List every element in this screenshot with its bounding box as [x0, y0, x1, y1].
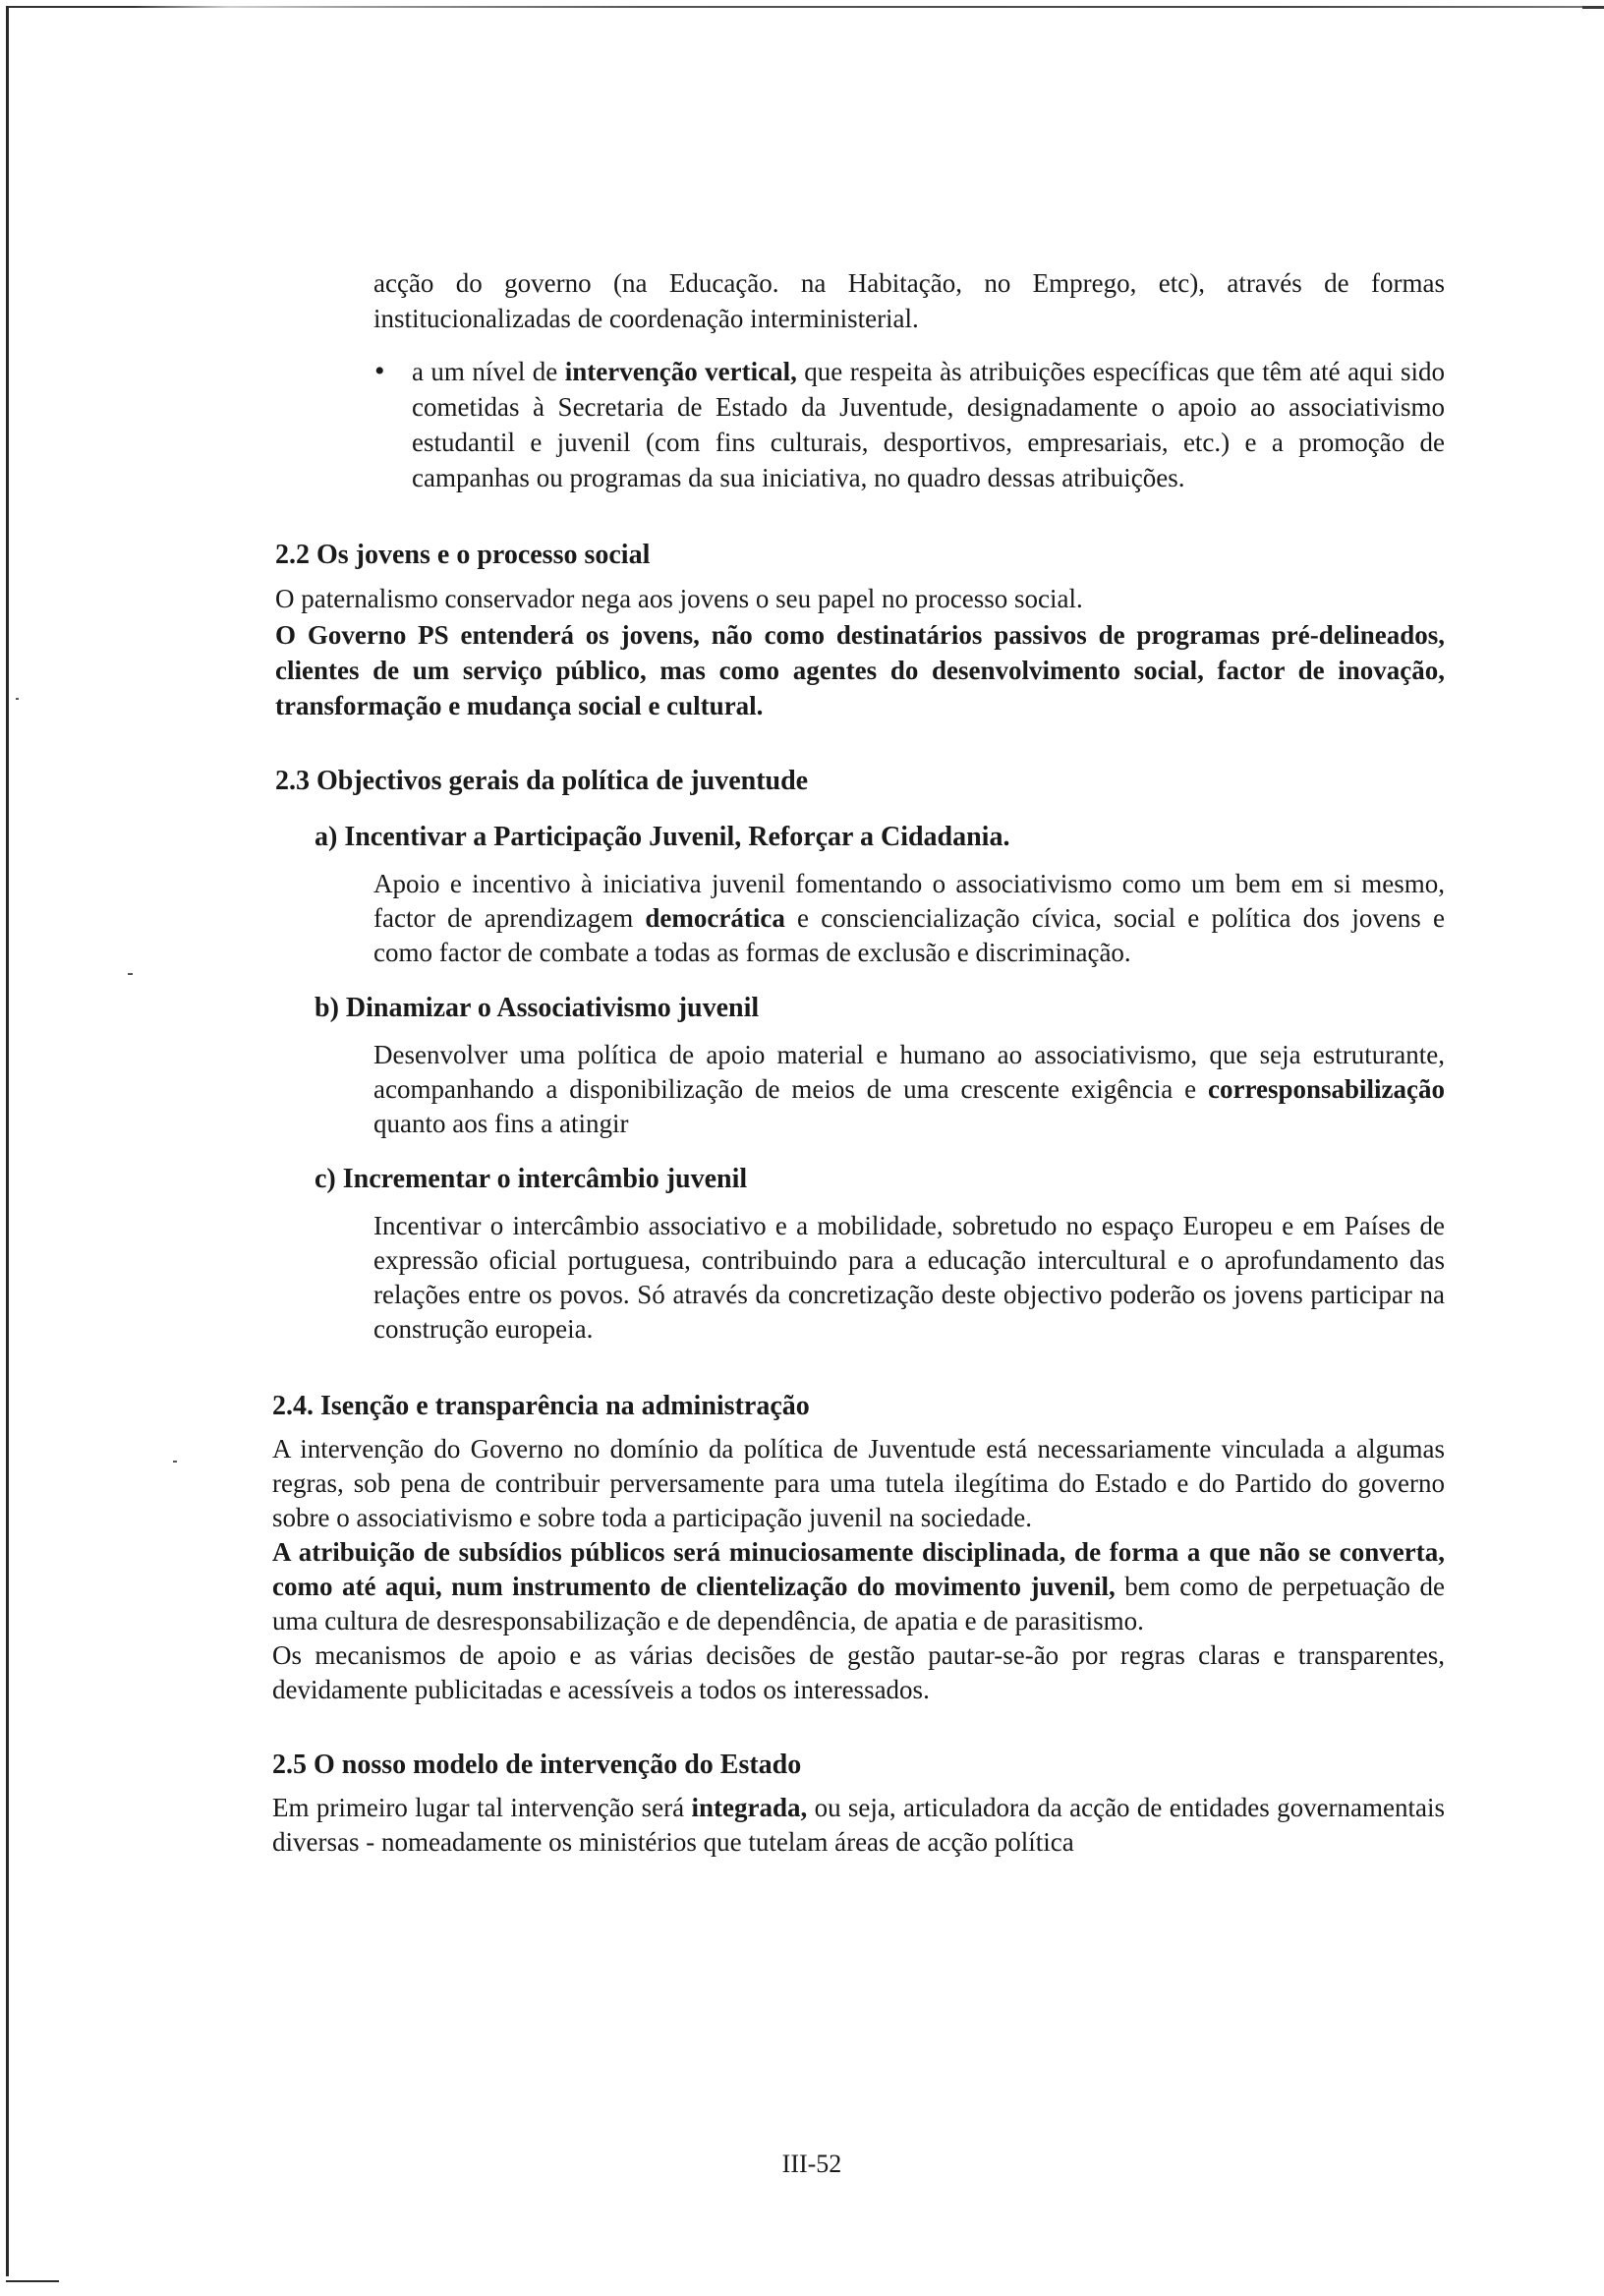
objective-c-heading: c) Incrementar o intercâmbio juvenil [315, 1164, 748, 1194]
objective-b-heading: b) Dinamizar o Associativismo juvenil [315, 993, 760, 1023]
scan-speck [128, 973, 133, 975]
objective-a-text: Apoio e incentivo à iniciativa juvenil fomentando o associativismo como um bem em si mesmo, factor de aprendizagem democrática e consciencialização cívica, social e política dos jovens e como factor de combate a todas as formas de exclusão e discriminação. [373, 869, 1445, 967]
section-2-5-paragraph: Em primeiro lugar tal intervenção será integrada, ou seja, articuladora da acção de entidades governamentais diversas - nomeadamente os ministérios que tutelam áreas de acção política [272, 1793, 1446, 1857]
section-2-4-heading: 2.4. Isenção e transparência na administração [272, 1391, 810, 1421]
scan-border-top [6, 6, 1598, 8]
bullet-text: a um nível de intervenção vertical, que respeita às atribuições específicas que têm até aqui sido cometidas à Secretaria de Estado da Juventude, designadamente o apoio ao associativismo estudantil e juvenil (com fins culturais, desportivos, empresariais, etc.) e a promoção de campanhas ou programas da sua iniciativa, no quadro dessas atribuições. [412, 357, 1446, 492]
scan-border-bottom [6, 2280, 59, 2282]
section-2-4-paragraph-2: A atribuição de subsídios públicos será minuciosamente disciplinada, de forma a que não se converta, como até aqui, num instrumento de clientelização do movimento juvenil, bem como de perpetuação de uma cultura de desresponsabilização e de dependência, de apatia e de parasitismo. [272, 1537, 1445, 1636]
section-2-3-heading: 2.3 Objectivos gerais da política de juventude [275, 766, 809, 796]
bullet-icon: • [374, 355, 385, 387]
scan-speck [173, 1461, 177, 1463]
bullet-item [374, 354, 1446, 495]
section-2-5-heading: 2.5 O nosso modelo de intervenção do Estado [272, 1750, 802, 1780]
scan-mark-top-right [1582, 6, 1604, 9]
objective-c-text: Incentivar o intercâmbio associativo e a mobilidade, sobretudo no espaço Europeu e em Países de expressão oficial portuguesa, contribuindo para a educação intercultural e o aprofundamento das relações entre os povos. Só através da concretização deste objectivo poderão os jovens participar na construção europeia. [373, 1211, 1445, 1344]
section-2-2-bold-paragraph: O Governo PS entenderá os jovens, não como destinatários passivos de programas pré-delineados, clientes de um serviço público, mas como agentes do desenvolvimento social, factor de inovação, transformação e mudança social e cultural. [275, 620, 1445, 720]
objective-b-text: Desenvolver uma política de apoio material e humano ao associativismo, que seja estruturante, acompanhando a disponibilização de meios de uma crescente exigência e corresponsabilização quanto aos fins a atingir [373, 1040, 1445, 1138]
section-2-4-paragraph-1: A intervenção do Governo no domínio da política de Juventude está necessariamente vinculada a algumas regras, sob pena de contribuir perversamente para uma tutela ilegítima do Estado e do Partido do governo sobre o associativismo e sobre toda a participação juvenil na sociedade. [272, 1434, 1445, 1532]
continued-paragraph: acção do governo (na Educação. na Habitação, no Emprego, etc), através de formas institucionalizadas de coordenação interministerial. [373, 268, 1445, 333]
page-body [272, 265, 1446, 1860]
objective-a-heading: a) Incentivar a Participação Juvenil, Reforçar a Cidadania. [315, 822, 1010, 852]
section-2-4-paragraph-3: Os mecanismos de apoio e as várias decisões de gestão pautar-se-ão por regras claras e transparentes, devidamente publicitadas e acessíveis a todos os interessados. [272, 1640, 1445, 1704]
page-number: III-52 [781, 2150, 842, 2178]
scan-speck [16, 698, 19, 700]
scan-border-left [6, 6, 9, 2276]
section-2-2-heading: 2.2 Os jovens e o processo social [275, 540, 651, 570]
section-2-2-paragraph: O paternalismo conservador nega aos jovens o seu papel no processo social. [275, 584, 1083, 613]
